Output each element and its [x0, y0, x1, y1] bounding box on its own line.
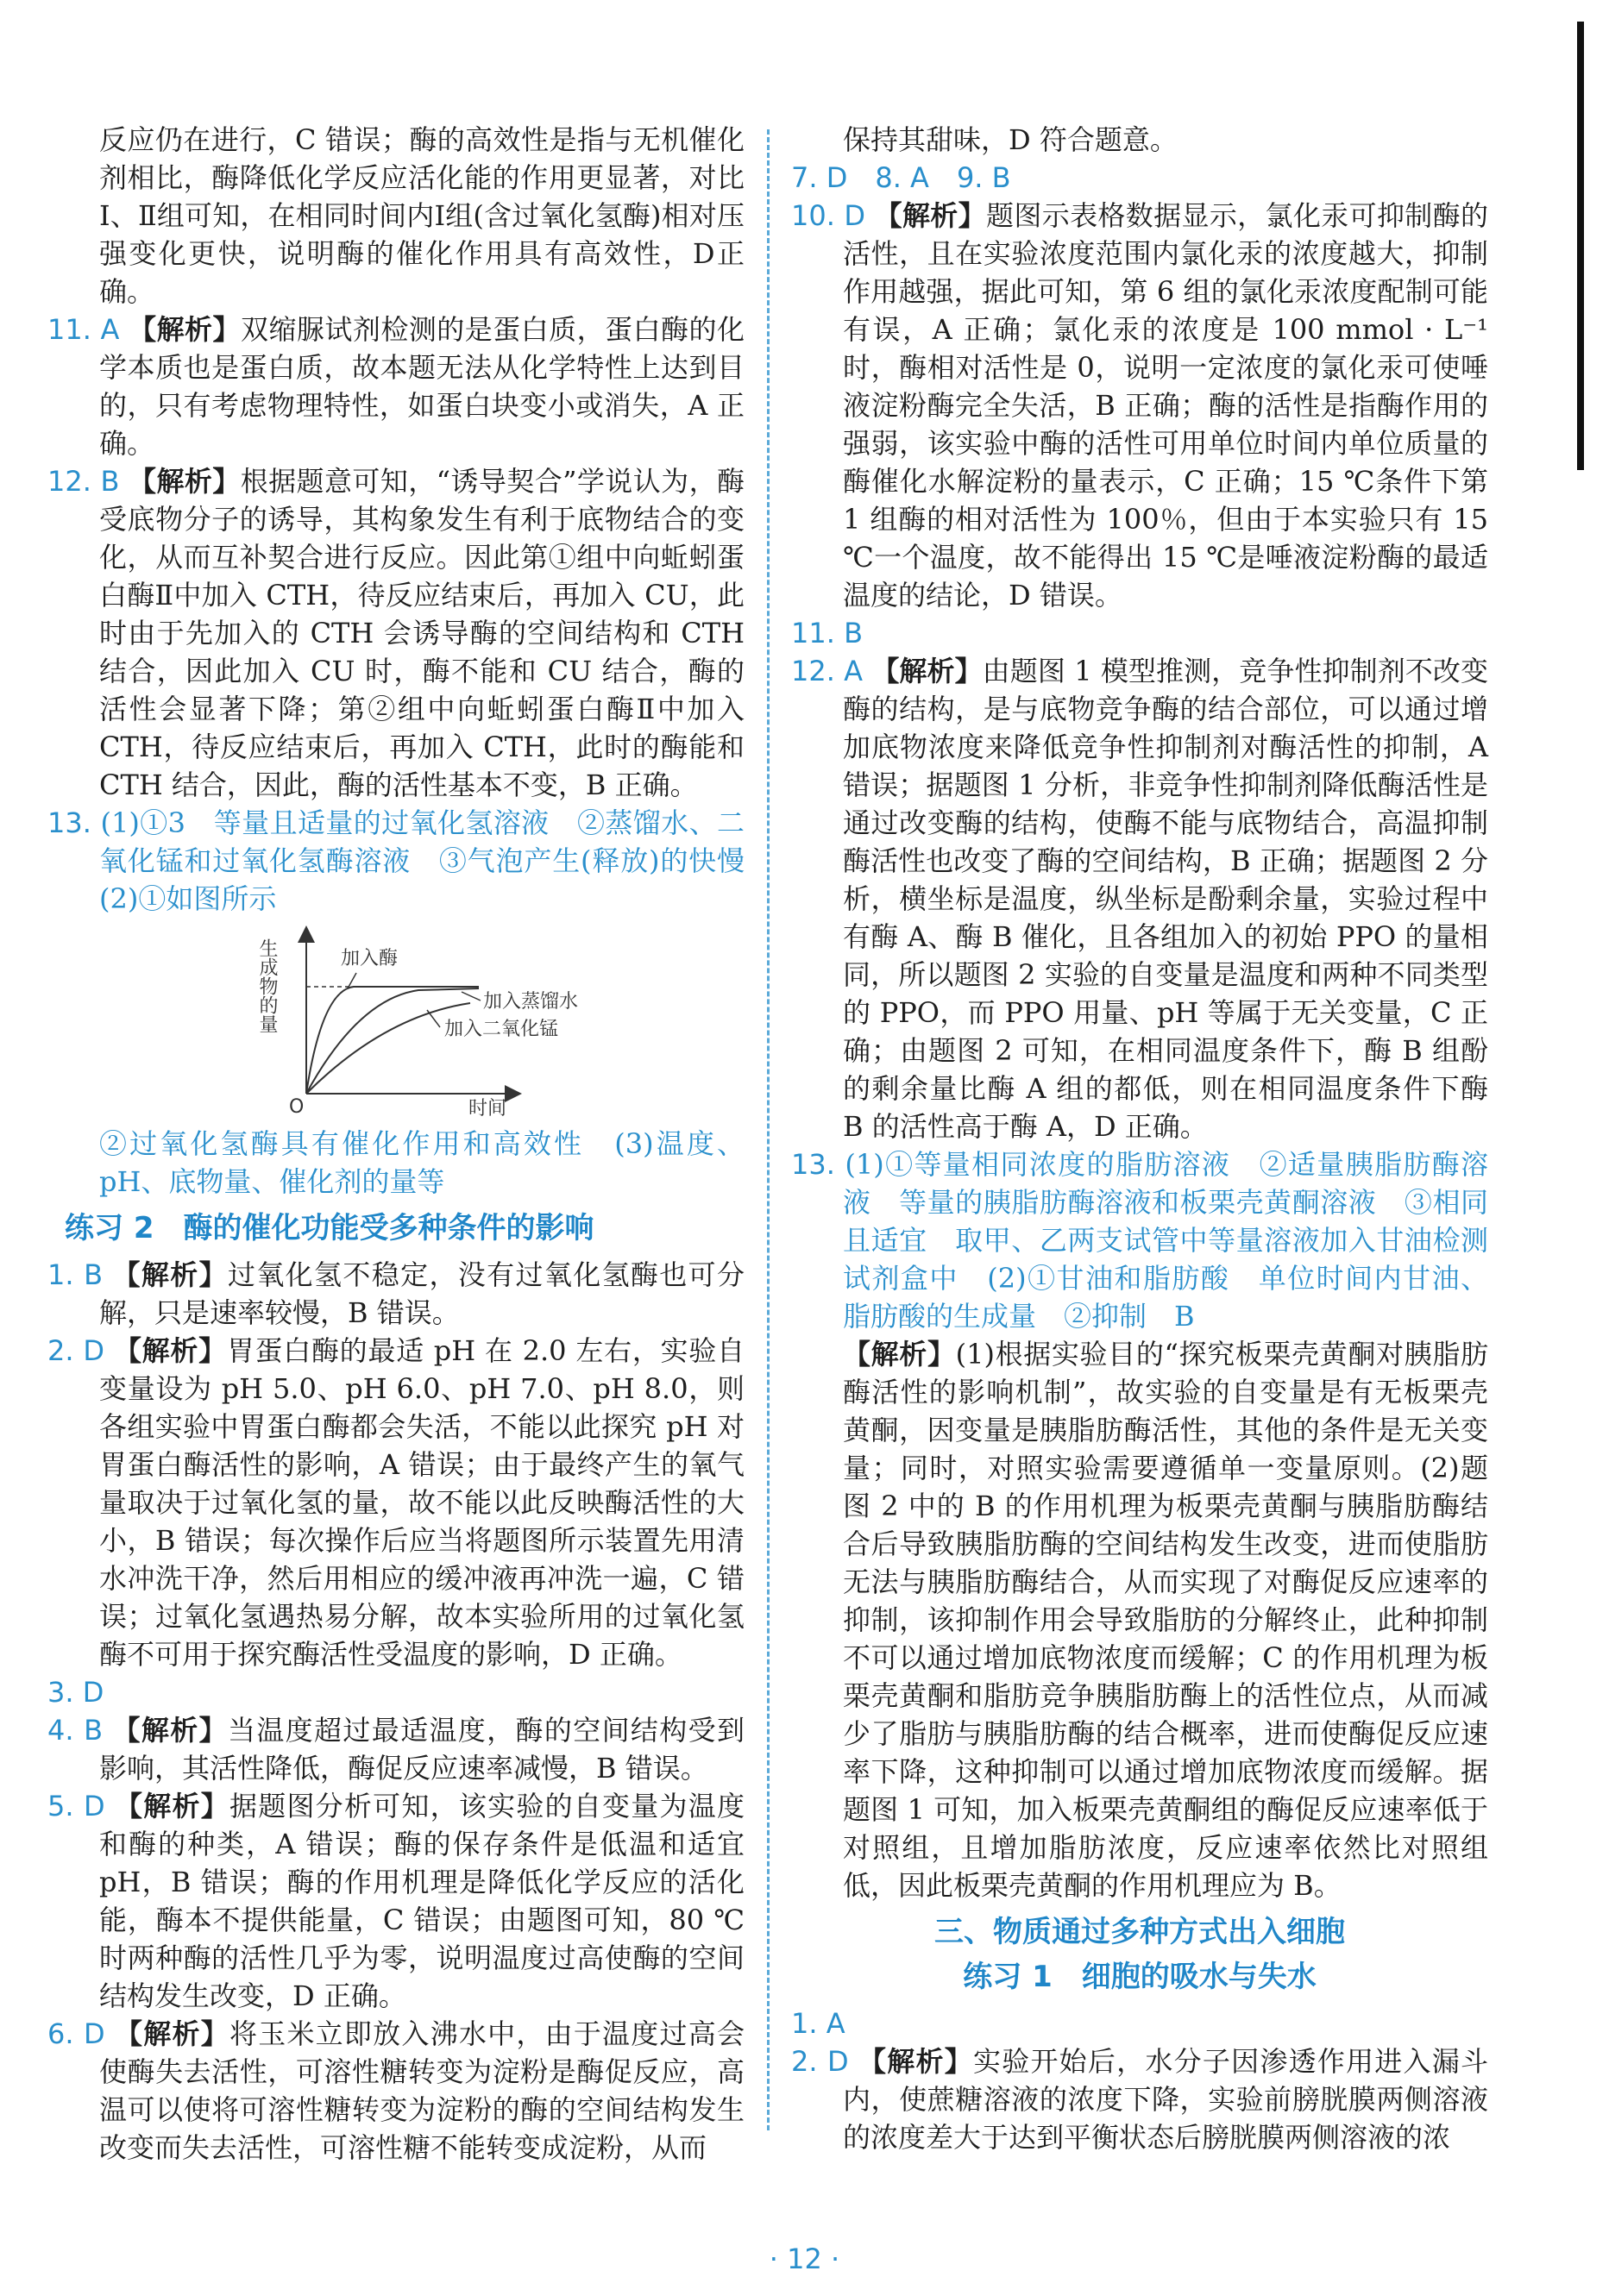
product-time-graph	[255, 921, 617, 1120]
analysis-tag: 【解析】	[858, 2045, 973, 2078]
p2-answer-4	[47, 1711, 745, 1787]
analysis-text: 由题图 1 模型推测，竞争性抑制剂不改变酶的结构，是与底物竞争酶的结合部位，可以通过增加底物浓度来降低竞争性抑制剂对酶活性的抑制，A 错误；据题图 1 分析，非竞争性抑制剂降低酶活性是通过改变酶的结构，使酶不能与底物结合，高温抑制酶活性也改变了酶的空间结构，B 正确；据题图 2 分析，横坐标是温度，纵坐标是酚剩余量，实验过程中有酶 A、酶 B 催化，且各组加入的初始 PPO 的量相同，所以题图 2 实验的自变量是温度和两种不同类型的 PPO，而 PPO 用量、pH 等属于无关变量，C 正确；由题图 2 可知，在相同温度条件下，酶 B 组酚的剩余量比酶 A 组的都低，则在相同温度条件下酶 B 的活性高于酶 A，D 正确。	[843, 655, 1488, 1143]
analysis-tag: 【解析】	[112, 1258, 228, 1291]
analysis-text: 过氧化氢不稳定，没有过氧化氢酶也可分解，只是速率较慢，B 错误。	[99, 1258, 745, 1329]
question-number: 13.	[47, 806, 91, 839]
label-pointer	[427, 1010, 440, 1027]
mno2-curve	[306, 1003, 470, 1094]
right-column	[791, 121, 1488, 2156]
x-axis-label: 时间	[468, 1098, 507, 1120]
question-number: 2.	[47, 1334, 74, 1367]
paragraph-text: 反应仍在进行，C 错误；酶的高效性是指与无机催化剂相比，酶降低化学反应活化能的作用更显著，对比Ⅰ、Ⅱ组可知，在相同时间内Ⅰ组(含过氧化氢酶)相对压强变化更快，说明酶的催化作用具有高效性，D正确。	[99, 123, 745, 308]
question-number: 5.	[47, 1790, 74, 1822]
answer-group: 7. D 8. A 9. B	[791, 161, 1011, 194]
answer-13-analysis	[791, 1335, 1488, 1904]
analysis-text: 胃蛋白酶的最适 pH 在 2.0 左右，实验自变量设为 pH 5.0、pH 6.0、pH 7.0、pH 8.0，则各组实验中胃蛋白酶都会失活，不能以此探究 pH 对胃蛋白酶活性的影响，A 错误；由于最终产生的氧气量取决于过氧化氢的量，故不能以此反映酶活性的大小，B 错误；每次操作后应当将题图所示装置先用清水冲洗干净，然后用相应的缓冲液再冲洗一遍，C 错误；过氧化氢遇热易分解，故本实验所用的过氧化氢酶不可用于探究酶活性受温度的影响，D 正确。	[99, 1334, 745, 1671]
analysis-tag: 【解析】	[843, 1338, 956, 1371]
answer-letter: B	[84, 1714, 104, 1747]
answer-text: (1)①3 等量且适量的过氧化氢溶液 ②蒸馏水、二氧化锰和过氧化氢酶溶液 ③气泡产生(释放)的快慢 (2)①如图所示	[99, 806, 773, 915]
analysis-tag: 【解析】	[112, 1714, 228, 1747]
answer-11	[47, 311, 745, 462]
label-pointer	[462, 992, 481, 1001]
analysis-tag: 【解析】	[871, 655, 983, 687]
answer-text: ②过氧化氢酶具有催化作用和高效性 (3)温度、pH、底物量、催化剂的量等	[99, 1127, 745, 1198]
answer-10	[791, 197, 1488, 614]
answer-11	[791, 614, 1488, 652]
page-number: · 12 ·	[769, 2243, 840, 2275]
answer-letter: D	[83, 1790, 105, 1822]
analysis-tag: 【解析】	[129, 313, 241, 346]
answer-12	[791, 652, 1488, 1145]
answers-7-9	[791, 159, 1488, 197]
p2-answer-2	[47, 1332, 745, 1673]
analysis-tag: 【解析】	[874, 199, 987, 232]
analysis-tag: 【解析】	[113, 1334, 227, 1367]
question-number: 12.	[47, 465, 91, 498]
answer-letter: D	[844, 199, 866, 232]
graph-svg	[255, 921, 617, 1120]
curve-label-enzyme: 加入酶	[341, 948, 399, 969]
analysis-text: 当温度超过最适温度，酶的空间结构受到影响，其活性降低，酶促反应速率减慢，B 错误。	[99, 1714, 745, 1785]
paragraph-continued	[47, 121, 745, 311]
p2-answer-5	[47, 1787, 745, 2015]
analysis-text: 实验开始后，水分子因渗透作用进入漏斗内，使蔗糖溶液的浓度下降，实验前膀胱膜两侧溶液的浓度差大于达到平衡状态后膀胱膜两侧溶液的浓	[843, 2045, 1489, 2154]
p2-answer-3	[47, 1673, 745, 1711]
question-number: 11.	[47, 313, 91, 346]
enzyme-curve	[306, 987, 479, 1094]
answer-letter: D	[82, 1676, 104, 1709]
question-number: 1.	[47, 1258, 74, 1291]
question-number: 13.	[791, 1148, 835, 1181]
p2-answer-1	[47, 1256, 745, 1332]
question-number: 1.	[791, 2007, 818, 2040]
answer-letter: D	[83, 2017, 105, 2050]
question-number: 10.	[791, 199, 835, 232]
analysis-tag: 【解析】	[129, 465, 241, 498]
analysis-tag: 【解析】	[115, 2017, 229, 2050]
column-divider	[767, 129, 770, 2130]
analysis-tag: 【解析】	[115, 1790, 229, 1822]
answer-letter: B	[100, 465, 120, 498]
origin-label: O	[289, 1096, 305, 1118]
practice-2-title: 练习 2 酶的催化功能受多种条件的影响	[65, 1211, 594, 1245]
question-number: 6.	[47, 2017, 74, 2050]
analysis-text: 根据题意可知，“诱导契合”学说认为，酶受底物分子的诱导，其构象发生有利于底物结合的变化，从而互补契合进行反应。因此第①组中向蚯蚓蛋白酶Ⅱ中加入 CTH，待反应结束后，再加入 CU，此时由于先加入的 CTH 会诱导酶的空间结构和 CTH 结合，因此加入 CU 时，酶不能和 CU 结合，酶的活性会显著下降；第②组中向蚯蚓蛋白酶Ⅱ中加入 CTH，待反应结束后，再加入 CTH，此时的酶能和 CTH 结合，因此，酶的活性基本不变，B 正确。	[99, 465, 745, 801]
left-column	[47, 121, 773, 2167]
analysis-text: 将玉米立即放入沸水中，由于温度过高会使酶失去活性，可溶性糖转变为淀粉是酶促反应，高温可以使将可溶性糖转变为淀粉的酶的空间结构发生改变而失去活性，可溶性糖不能转变成淀粉，从而	[99, 2017, 745, 2164]
y-axis-label: 生成物的量	[256, 938, 278, 1033]
chapter-title: 三、物质通过多种方式出入细胞	[934, 1915, 1345, 1949]
answer-text: (1)①等量相同浓度的脂肪溶液 ②适量胰脂肪酶溶液 等量的胰脂肪酶溶液和板栗壳黄酮溶液 ③相同且适宜 取甲、乙两支试管中等量溶液加入甘油检测试剂盒中 (2)①甘油和脂肪酸 单位时间内甘油、脂肪酸的生成量 ②抑制 B	[843, 1148, 1488, 1333]
answer-letter: B	[84, 1258, 104, 1291]
question-number: 11.	[791, 617, 835, 649]
practice-1-title: 练习 1 细胞的吸水与失水	[963, 1960, 1317, 1994]
p1-answer-2	[791, 2042, 1488, 2156]
analysis-text: 题图示表格数据显示，氯化汞可抑制酶的活性，且在实验浓度范围内氯化汞的浓度越大，抑制作用越强，据此可知，第 6 组的氯化汞浓度配制可能有误，A 正确；氯化汞的浓度是 100 mmol · L⁻¹ 时，酶相对活性是 0，说明一定浓度的氯化汞可使唾液淀粉酶完全失活，B 正确；酶的活性是指酶作用的强弱，该实验中酶的活性可用单位时间内单位质量的酶催化水解淀粉的量表示，C 正确；15 ℃条件下第 1 组酶的相对活性为 100％，但由于本实验只有 15 ℃一个温度，故不能得出 15 ℃是唾液淀粉酶的最适温度的结论，D 错误。	[843, 199, 1488, 612]
answer-letter: A	[100, 313, 120, 346]
curve-label-mno2: 加入二氧化锰	[444, 1019, 559, 1040]
answer-letter: B	[844, 617, 864, 649]
question-number: 3.	[47, 1676, 74, 1709]
p2-answer-6	[47, 2015, 745, 2167]
answer-13	[791, 1145, 1488, 1335]
analysis-text: (1)根据实验目的“探究板栗壳黄酮对胰脂肪酶活性的影响机制”，故实验的自变量是有无板栗壳黄酮，因变量是胰脂肪酶活性，其他的条件是无关变量；同时，对照实验需要遵循单一变量原则。(2)题图 2 中的 B 的作用机理为板栗壳黄酮与胰脂肪酶结合后导致胰脂肪酶的空间结构发生改变，进而使脂肪无法与胰脂肪酶结合，从而实现了对酶促反应速率的抑制，该抑制作用会导致脂肪的分解终止，此种抑制不可以通过增加底物浓度而缓解；C 的作用机理为板栗壳黄酮和脂肪竞争胰脂肪酶上的活性位点，从而减少了脂肪与胰脂肪酶的结合概率，进而使酶促反应速率下降，这种抑制可以通过增加底物浓度而缓解。据题图 1 可知，加入板栗壳黄酮组的酶促反应速率低于对照组，且增加脂肪浓度，反应速率依然比对照组低，因此板栗壳黄酮的作用机理应为 B。	[843, 1338, 1488, 1902]
edge-bar	[1577, 22, 1584, 470]
analysis-text: 据题图分析可知，该实验的自变量为温度和酶的种类，A 错误；酶的保存条件是低温和适宜 pH，B 错误；酶的作用机理是降低化学反应的活化能，酶本不提供能量，C 错误；由题图可知，80 ℃时两种酶的活性几乎为零，说明温度过高使酶的空间结构发生改变，D 正确。	[99, 1790, 745, 2012]
answer-13-continued	[47, 1125, 745, 1201]
p1-answer-1	[791, 2004, 1488, 2042]
answer-12	[47, 462, 745, 804]
paragraph-continued	[791, 121, 1488, 159]
answer-letter: D	[83, 1334, 105, 1367]
answer-letter: A	[844, 655, 864, 687]
question-number: 4.	[47, 1714, 74, 1747]
curve-label-water: 加入蒸馏水	[483, 991, 579, 1013]
analysis-text: 双缩脲试剂检测的是蛋白质，蛋白酶的化学本质也是蛋白质，故本题无法从化学特性上达到目的，只有考虑物理特性，如蛋白块变小或消失，A 正确。	[99, 313, 745, 460]
answer-letter: A	[826, 2007, 845, 2040]
answer-letter: D	[826, 2045, 849, 2078]
question-number: 12.	[791, 655, 835, 687]
question-number: 2.	[791, 2045, 818, 2078]
paragraph-text: 保持其甜味，D 符合题意。	[843, 123, 1178, 156]
answer-13	[47, 804, 773, 918]
